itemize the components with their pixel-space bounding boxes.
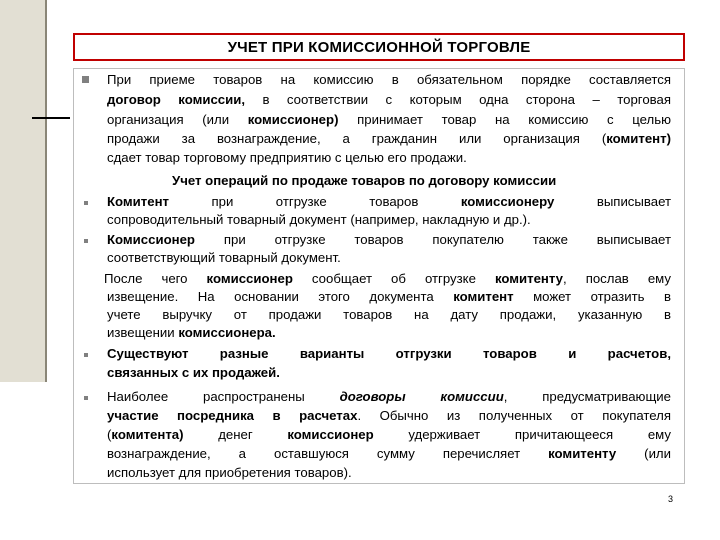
text-line: договор комиссии, в соответствии с которым одна сторона – торговая (107, 92, 671, 107)
text-line: учете выручку от продажи товаров на дату продажи, указанную в (107, 307, 671, 322)
bullet-square-icon (84, 201, 88, 205)
text-line: После чего комиссионер сообщает об отгрузке комитенту, послав ему (104, 271, 671, 286)
decorative-rule (32, 117, 70, 119)
text-line: вознаграждение, а оставшуюся сумму перечисляет комитенту (или (107, 446, 671, 461)
text-line: Наиболее распространены договоры комиссии, предусматривающие (107, 389, 671, 404)
section-subheading: Учет операций по продаже товаров по договору комиссии (172, 173, 557, 188)
text-line: соответствующий товарный документ. (107, 250, 341, 265)
text-line: участие посредника в расчетах. Обычно из полученных от покупателя (107, 408, 672, 423)
text-line: извещении комиссионера. (107, 325, 276, 340)
text-line: продажи за вознаграждение, а гражданин или организация (комитент) (107, 131, 671, 146)
decorative-sidebar (0, 0, 46, 382)
bullet-square-icon (82, 76, 89, 83)
sidebar-edge-line (45, 0, 47, 382)
text-line: (комитента) денег комиссионер удерживает причитающееся ему (107, 427, 671, 442)
bullet-square-icon (84, 239, 88, 243)
page-number: 3 (668, 494, 674, 504)
text-line: использует для приобретения товаров). (107, 465, 352, 480)
text-line: связанных с их продажей. (107, 365, 280, 380)
text-line: Комитент при отгрузке товаров комиссионеру выписывает (107, 194, 672, 209)
text-line: Комиссионер при отгрузке товаров покупателю также выписывает (107, 232, 671, 247)
slide-title (73, 33, 685, 61)
text-line: сдает товар торговому предприятию с целью его продажи. (107, 150, 467, 165)
slide-title-text: УЧЕТ ПРИ КОМИССИОННОЙ ТОРГОВЛЕ (227, 38, 531, 56)
text-line: организация (или комиссионер) принимает товар на комиссию с целью (107, 112, 671, 127)
text-line: извещение. На основании этого документа комитент может отразить в (107, 289, 671, 304)
bullet-square-icon (84, 353, 88, 357)
bullet-square-icon (84, 396, 88, 400)
text-line: При приеме товаров на комиссию в обязательном порядке составляется (107, 72, 671, 87)
text-line: Существуют разные варианты отгрузки товаров и расчетов, (107, 346, 671, 361)
text-line: сопроводительный товарный документ (например, накладную и др.). (107, 212, 531, 227)
